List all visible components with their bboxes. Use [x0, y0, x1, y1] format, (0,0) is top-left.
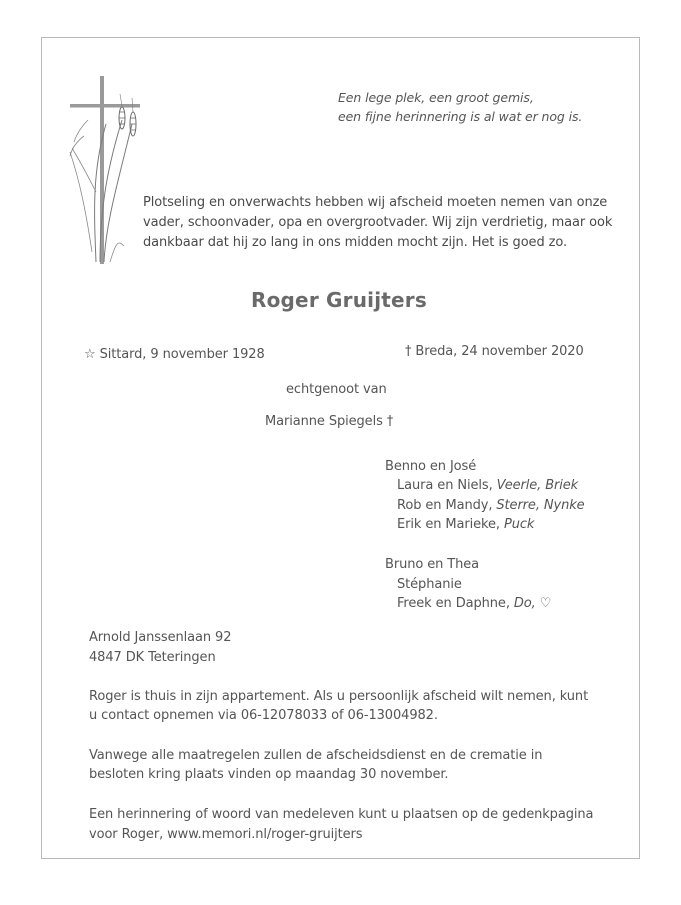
notice-2-line-2: besloten kring plaats vinden op maandag 30 november. [89, 767, 449, 782]
notice-3-line-1: Een herinnering of woord van medeleven kunt u plaatsen op de gedenkpagina [89, 807, 594, 822]
death-line: † Breda, 24 november 2020 [405, 344, 584, 359]
notice-2-line-1: Vanwege alle maatregelen zullen de afscheidsdienst en de crematie in [89, 748, 543, 763]
intro-line-2: vader, schoonvader, opa en overgrootvader. Wij zijn verdrietig, maar ook [143, 215, 613, 230]
notice-1-line-1: Roger is thuis in zijn appartement. Als u persoonlijk afscheid wilt nemen, kunt [89, 689, 589, 704]
motto-line-1: Een lege plek, een groot gemis, [338, 90, 534, 105]
list-item: Rob en Mandy, Sterre, Nynke [397, 498, 585, 513]
deceased-name: Roger Gruijters [251, 288, 427, 312]
notice-1-line-2: u contact opnemen via 06-12078033 of 06-13004982. [89, 708, 438, 723]
address-city: 4847 DK Teteringen [89, 650, 216, 665]
star-icon: ☆ [84, 347, 96, 362]
intro-line-1: Plotseling en onverwachts hebben wij afscheid moeten nemen van onze [143, 195, 608, 210]
birth-text: Sittard, 9 november 1928 [99, 347, 265, 362]
list-item: Erik en Marieke, Puck [397, 517, 535, 532]
address-street: Arnold Janssenlaan 92 [89, 630, 232, 645]
list-item: Laura en Niels, Veerle, Briek [397, 478, 579, 493]
intro-line-3: dankbaar dat hij zo lang in ons midden mocht zijn. Het is goed zo. [143, 235, 568, 250]
list-item: Stéphanie [397, 577, 462, 592]
family-group-1-head: Benno en José [385, 459, 477, 474]
cross-with-wheat-icon [66, 72, 146, 268]
motto-line-2: een fijne herinnering is al wat er nog is. [338, 109, 583, 124]
spouse-name: Marianne Spiegels † [265, 414, 394, 429]
birth-line [84, 345, 265, 365]
spouse-label: echtgenoot van [286, 382, 387, 397]
family-group-2-head: Bruno en Thea [385, 557, 480, 572]
notice-3-line-2: voor Roger, www.memori.nl/roger-gruijters [89, 827, 363, 842]
list-item: Freek en Daphne, Do, ♡ [397, 596, 552, 611]
